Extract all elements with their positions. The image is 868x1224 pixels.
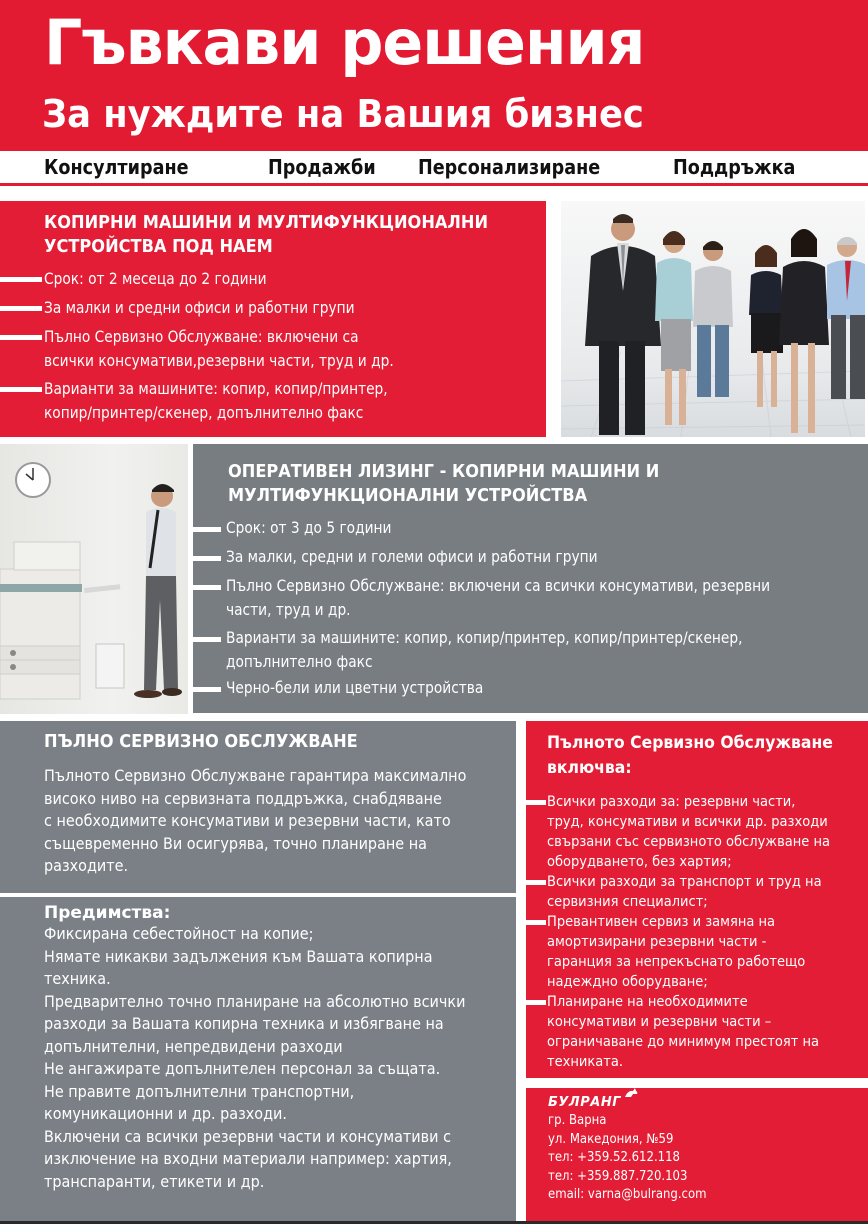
- bullet-bar-icon: [193, 556, 221, 561]
- nav-item-consulting[interactable]: [0, 151, 280, 183]
- includes-title: Пълното Сервизно Обслужване включва:: [547, 733, 833, 778]
- nav-item-sales[interactable]: [239, 151, 431, 183]
- includes-item: Планиране на необходимите консумативи и резервни части – ограничаване до минимум престоят на техниката.: [547, 994, 820, 1070]
- nav-label: Поддръжка: [673, 155, 796, 179]
- team-illustration-icon: [561, 201, 865, 437]
- nav-divider: [0, 186, 868, 200]
- bullet-bar-icon: [0, 306, 42, 311]
- office-copier-illustration-icon: [0, 444, 188, 714]
- bullet-bar-icon: [526, 1000, 546, 1005]
- rental-item: За малки и средни офиси и работни групи: [44, 298, 355, 317]
- leasing-section: [193, 444, 868, 713]
- includes-item: Всички разходи за транспорт и труд на сервизния специалист;: [547, 874, 822, 910]
- bullet-bar-icon: [193, 687, 221, 692]
- rental-item: Пълно Сервизно Обслужване: включени са всички консумативи,резервни части, труд и др.: [44, 327, 394, 370]
- leasing-item: За малки, средни и големи офиси и работни групи: [226, 547, 598, 566]
- full-service-section: [0, 721, 516, 893]
- nav-label: Консултиране: [44, 155, 189, 179]
- bullet-bar-icon: [0, 335, 42, 340]
- advantages-title: Предимства:: [44, 903, 171, 923]
- nav-label: Персонализиране: [418, 155, 601, 179]
- nav-item-support[interactable]: [650, 151, 868, 183]
- bullet-bar-icon: [193, 527, 221, 532]
- man-at-copier-photo: [0, 444, 188, 714]
- full-service-title: ПЪЛНО СЕРВИЗНО ОБСЛУЖВАНЕ: [44, 731, 358, 752]
- full-service-description: Пълното Сервизно Обслужване гарантира максимално високо ниво на сервизната поддръжка, снабдяване с необходимите консумативи и резервни части, като същевременно Ви осигурява, точно планиране на разходите.: [44, 766, 467, 875]
- service-includes-section: [526, 721, 868, 1078]
- rental-title-line2: УСТРОЙСТВА ПОД НАЕМ: [44, 236, 273, 257]
- advantages-list: Фиксирана себестойност на копие; Нямате никакви задължения към Вашата копирна техника. Предварително точно планиране на абсолютно всички разходи за Вашата копирна техника и избягване на допълнителни, непредвидени разходи Не ангажирате допълнителен персонал за същата. Не правите допълнителни транспортни, комуникационни и др. разходи. Включени са всички резервни части и консумативи с изключение на входни материали например: хартия, транспаранти, етикети и др.: [44, 924, 466, 1191]
- bullet-bar-icon: [0, 387, 42, 392]
- horse-logo-icon: [624, 1088, 638, 1098]
- leasing-title-line2: МУЛТИФУНКЦИОНАЛНИ УСТРОЙСТВА: [228, 485, 588, 506]
- contact-email: email: varna@bulrang.com: [548, 1187, 707, 1202]
- advantages-section: [0, 897, 516, 1221]
- bullet-bar-icon: [526, 880, 546, 885]
- bullet-bar-icon: [0, 277, 42, 282]
- leasing-item: Пълно Сервизно Обслужване: включени са всички консумативи, резервни части, труд и др.: [226, 576, 771, 619]
- hero-banner: [0, 0, 868, 150]
- rental-section: [0, 201, 546, 437]
- bullet-bar-icon: [193, 637, 221, 642]
- leasing-item: Черно-бели или цветни устройства: [226, 678, 484, 697]
- rental-title-line1: КОПИРНИ МАШИНИ И МУЛТИФУНКЦИОНАЛНИ: [44, 212, 489, 233]
- leasing-item: Варианти за машините: копир, копир/принтер, копир/принтер/скенер, допълнително факс: [226, 628, 743, 671]
- page-title: Гъвкави решения: [44, 6, 645, 79]
- rental-item: Срок: от 2 месеца до 2 години: [44, 269, 267, 288]
- services-nav: [0, 148, 868, 188]
- contact-city: гр. Варна: [548, 1113, 607, 1128]
- contact-phone: тел: +359.52.612.118: [548, 1150, 681, 1165]
- bullet-bar-icon: [526, 800, 546, 805]
- page-subtitle: За нуждите на Вашия бизнес: [42, 92, 644, 136]
- includes-item: Всички разходи за: резервни части, труд, консумативи и всички др. разходи свързани със сервизното обслужване на оборудването, без хартия;: [547, 794, 830, 870]
- rental-item: Варианти за машините: копир, копир/принтер, копир/принтер/скенер, допълнително факс: [44, 379, 388, 422]
- nav-item-personalization[interactable]: [405, 151, 660, 183]
- contact-phone: тел: +359.887.720.103: [548, 1168, 688, 1184]
- leasing-item: Срок: от 3 до 5 години: [226, 518, 392, 537]
- bullet-bar-icon: [526, 920, 546, 925]
- contact-details: [548, 1112, 724, 1205]
- includes-item: Превантивен сервиз и замяна на амортизирани резервни части - гаранция за непрекъснато работещо надеждно оборудване;: [547, 914, 806, 990]
- business-team-photo: [561, 201, 865, 437]
- bullet-bar-icon: [193, 585, 221, 590]
- contact-section: [526, 1088, 868, 1221]
- brand-logo: БУЛРАНГ: [548, 1095, 640, 1110]
- nav-label: Продажби: [268, 155, 376, 179]
- leasing-title-line1: ОПЕРАТИВЕН ЛИЗИНГ - КОПИРНИ МАШИНИ И: [228, 461, 660, 482]
- contact-address: ул. Македония, №59: [548, 1131, 674, 1147]
